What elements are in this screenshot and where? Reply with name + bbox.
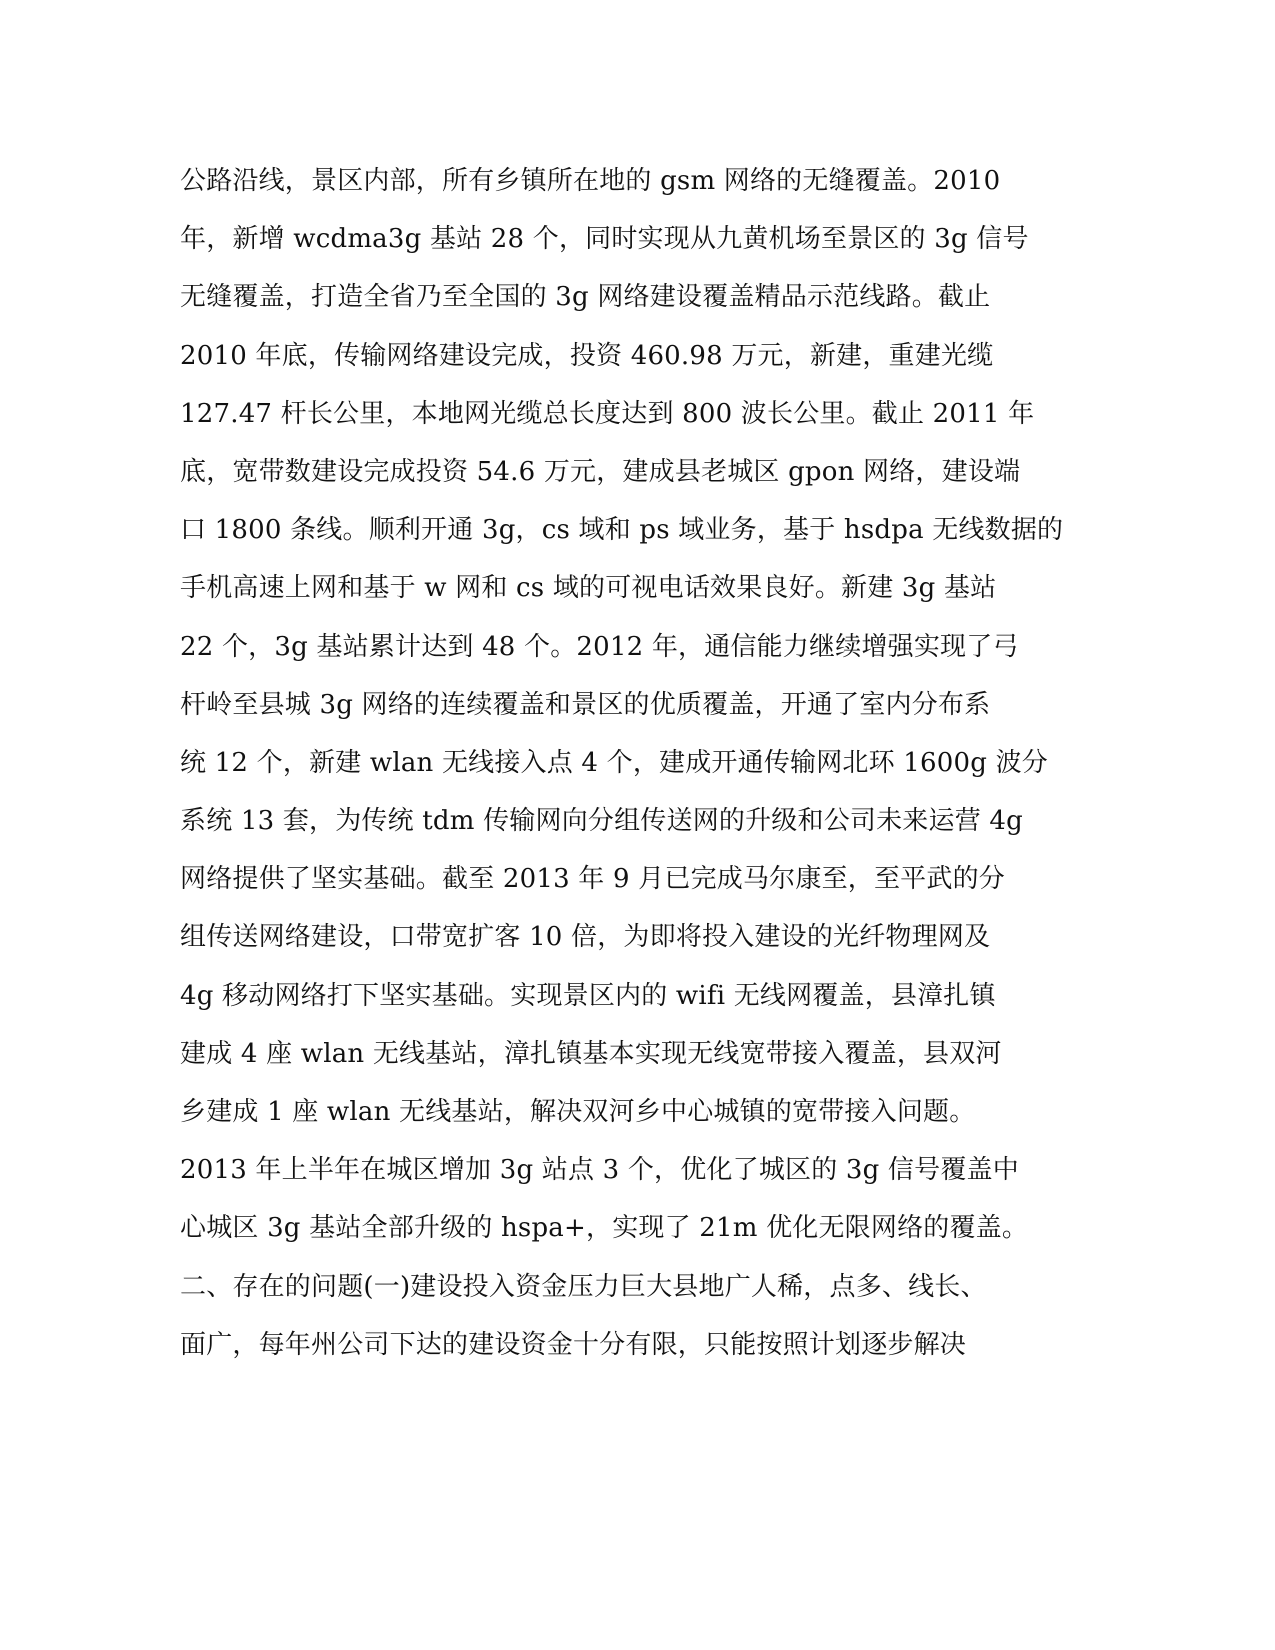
text-line: 手机高速上网和基于 w 网和 cs 域的可视电话效果良好。新建 3g 基站 bbox=[180, 573, 997, 604]
text-line: 网络提供了坚实基础。截至 2013 年 9 月已完成马尔康至，至平武的分 bbox=[180, 864, 1005, 895]
text-line: 2010 年底，传输网络建设完成，投资 460.98 万元，新建，重建光缆 bbox=[180, 340, 994, 371]
text-line: 二、存在的问题(一)建设投入资金压力巨大县地广人稀，点多、线长、 bbox=[180, 1271, 987, 1302]
text-line: 组传送网络建设，口带宽扩客 10 倍，为即将投入建设的光纤物理网及 bbox=[180, 922, 991, 953]
text-line: 口 1800 条线。顺利开通 3g，cs 域和 ps 域业务，基于 hsdpa 无线数据的 bbox=[180, 515, 1064, 546]
text-line: 公路沿线，景区内部，所有乡镇所在地的 gsm 网络的无缝覆盖。2010 bbox=[180, 166, 1001, 196]
text-line: 心城区 3g 基站全部升级的 hspa+，实现了 21m 优化无限网络的覆盖。 bbox=[180, 1213, 1029, 1244]
text-line: 22 个，3g 基站累计达到 48 个。2012 年，通信能力继续增强实现了弓 bbox=[180, 631, 1019, 662]
body-text bbox=[180, 152, 1064, 1374]
text-line: 统 12 个，新建 wlan 无线接入点 4 个，建成开通传输网北环 1600g 波分 bbox=[180, 747, 1048, 778]
text-line: 年，新增 wcdma3g 基站 28 个，同时实现从九黄机场至景区的 3g 信号 bbox=[180, 224, 1029, 255]
text-line: 建成 4 座 wlan 无线基站，漳扎镇基本实现无线宽带接入覆盖，县双河 bbox=[180, 1038, 1002, 1069]
text-line: 4g 移动网络打下坚实基础。实现景区内的 wifi 无线网覆盖，县漳扎镇 bbox=[180, 980, 996, 1011]
text-line: 无缝覆盖，打造全省乃至全国的 3g 网络建设覆盖精品示范线路。截止 bbox=[180, 282, 991, 313]
text-line: 127.47 杆长公里，本地网光缆总长度达到 800 波长公里。截止 2011 年 bbox=[180, 398, 1035, 429]
text-line: 2013 年上半年在城区增加 3g 站点 3 个，优化了城区的 3g 信号覆盖中 bbox=[180, 1155, 1019, 1186]
text-line: 乡建成 1 座 wlan 无线基站，解决双河乡中心城镇的宽带接入问题。 bbox=[180, 1097, 976, 1127]
text-line: 面广，每年州公司下达的建设资金十分有限，只能按照计划逐步解决 bbox=[180, 1329, 967, 1360]
text-line: 杆岭至县城 3g 网络的连续覆盖和景区的优质覆盖，开通了室内分布系 bbox=[180, 689, 991, 720]
text-line: 系统 13 套，为传统 tdm 传输网向分组传送网的升级和公司未来运营 4g bbox=[180, 806, 1023, 837]
text-line: 底，宽带数建设完成投资 54.6 万元，建成县老城区 gpon 网络，建设端 bbox=[180, 456, 1021, 487]
